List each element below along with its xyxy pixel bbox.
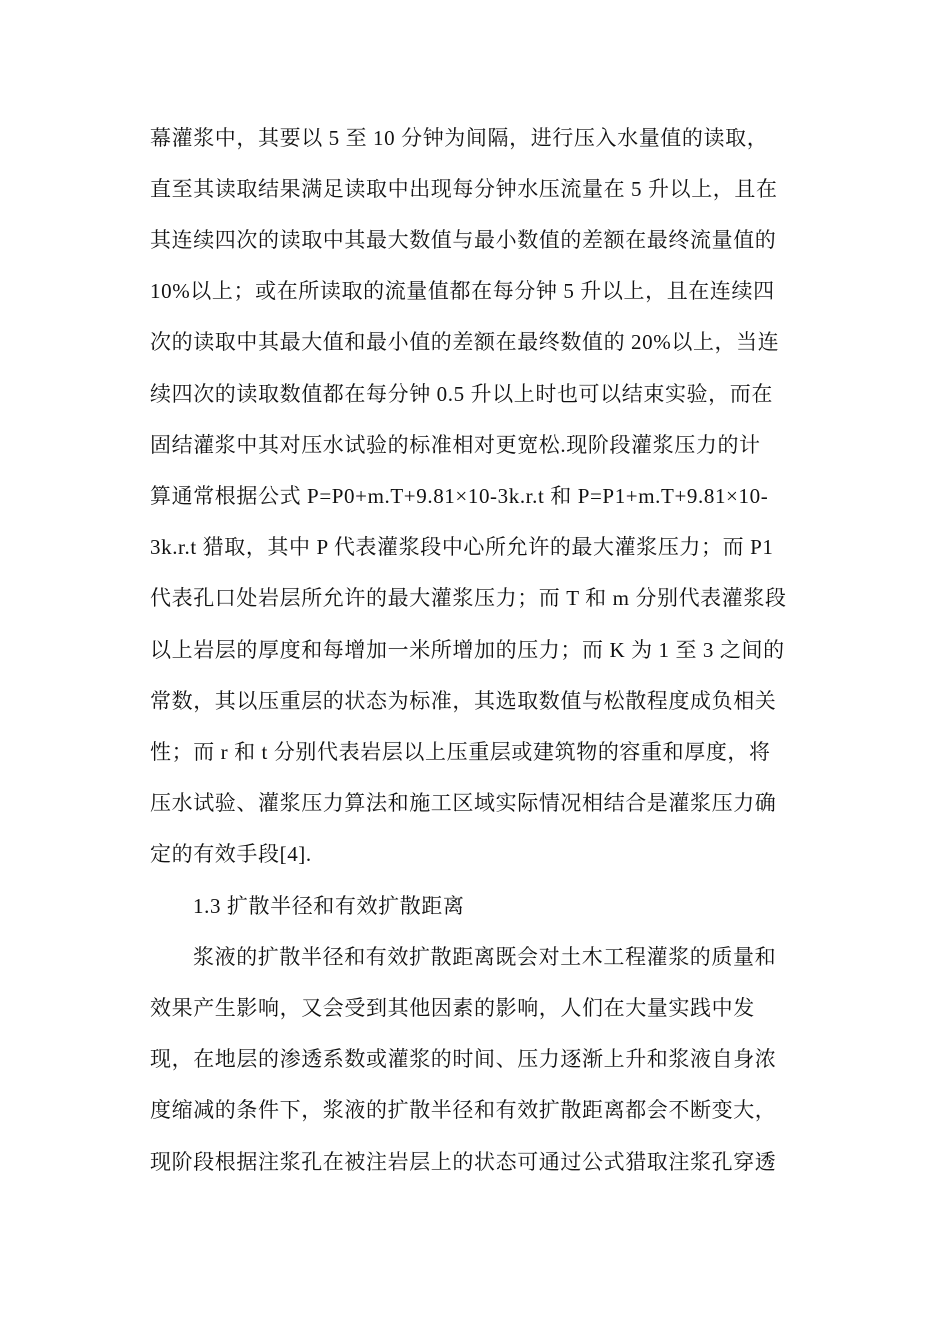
body-text-line: 幕灌浆中，其要以 5 至 10 分钟为间隔，进行压入水量值的读取， [150, 126, 769, 150]
body-text-line: 代表孔口处岩层所允许的最大灌浆压力；而 T 和 m 分别代表灌浆段 [150, 586, 787, 610]
body-text-line: 浆液的扩散半径和有效扩散距离既会对土木工程灌浆的质量和 [193, 945, 777, 969]
body-text-line: 性；而 r 和 t 分别代表岩层以上压重层或建筑物的容重和厚度，将 [150, 740, 771, 764]
body-text-line: 其连续四次的读取中其最大数值与最小数值的差额在最终流量值的 [150, 228, 777, 252]
body-text-line: 现阶段根据注浆孔在被注岩层上的状态可通过公式猎取注浆孔穿透 [150, 1150, 777, 1174]
body-text-line: 效果产生影响，又会受到其他因素的影响，人们在大量实践中发 [150, 996, 755, 1020]
body-text-line: 算通常根据公式 P=P0+m.T+9.81×10-3k.r.t 和 P=P1+m.T+9.81×10- [150, 484, 769, 508]
body-text-line: 常数，其以压重层的状态为标准，其选取数值与松散程度成负相关 [150, 689, 777, 713]
body-text-line: 以上岩层的厚度和每增加一米所增加的压力；而 K 为 1 至 3 之间的 [150, 638, 785, 662]
body-text-line: 次的读取中其最大值和最小值的差额在最终数值的 20%以上，当连 [150, 330, 780, 354]
body-text-line: 固结灌浆中其对压水试验的标准相对更宽松.现阶段灌浆压力的计 [150, 433, 761, 457]
body-text-line: 度缩减的条件下，浆液的扩散半径和有效扩散距离都会不断变大， [150, 1098, 777, 1122]
body-text-line: 10%以上；或在所读取的流量值都在每分钟 5 升以上，且在连续四 [150, 279, 775, 303]
body-text-line: 3k.r.t 猎取，其中 P 代表灌浆段中心所允许的最大灌浆压力；而 P1 [150, 535, 774, 559]
body-text-line: 续四次的读取数值都在每分钟 0.5 升以上时也可以结束实验，而在 [150, 382, 773, 406]
body-text-line: 定的有效手段[4]. [150, 842, 312, 866]
section-heading: 1.3 扩散半径和有效扩散距离 [193, 894, 465, 918]
body-text-line: 直至其读取结果满足读取中出现每分钟水压流量在 5 升以上，且在 [150, 177, 778, 201]
body-text-line: 现，在地层的渗透系数或灌浆的时间、压力逐渐上升和浆液自身浓 [150, 1047, 777, 1071]
body-text-line: 压水试验、灌浆压力算法和施工区域实际情况相结合是灌浆压力确 [150, 791, 777, 815]
